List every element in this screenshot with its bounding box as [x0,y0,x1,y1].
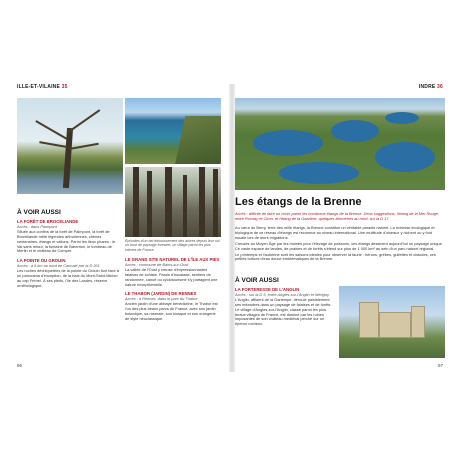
castle-photo [339,286,445,358]
section-title-right: À VOIR AUSSI [235,277,279,284]
forest-photo [125,167,221,237]
feature-title: Les étangs de la Brenne [235,196,362,208]
left-page [13,84,229,372]
coastline-photo [125,98,221,164]
photo-caption: Épisodes d'un bel éblouissement des arbres depuis leur sol un bout de paysage forestier, un village parmi les plus intimes de France. [125,239,220,252]
aside-column: LA FORTERESSE DE L'ANGLIN Accès : sur la D 5, entre Angles-sur-l'Anglin et Mérigny L'Anglin, affluent de la Gartempe, déroule paisiblement ses méandres dans un paysage de falaises et de forêts. Le village d'Angles-sur-l'Anglin, classé parmi les plus beaux villages de France, est dominé par les ruines imposantes de son château médiéval perché sur un éperon rocheux. [235,287,332,327]
text-column-1: LA FORÊT DE BROCÉLIANDE Accès : dans Paimpont Située aux confins de la forêt de Paimpont, la forêt de Brocéliande mêle légendes arthuriennes, chênes centenaires, étangs et vallons. Parmi les lieux phares : le Val sans retour, la fontaine de Barenton, le tombeau de Merlin et le château de Comper. LA POINTE DU GROUIN Accès : à 5 km au nord de Cancale par la D 201 Les roches déchiquetées de la pointe du Grouin font face à un panorama d'exception, de la baie du Mont-Saint-Michel au cap Fréhel. À ses pieds, l'île des Landes, réserve ornithologique. [17,219,119,288]
flooded-tree-photo [17,98,123,194]
right-page [235,84,445,372]
brenne-lakes-aerial-photo [235,98,445,190]
page-number-left: 96 [17,363,23,368]
book-spread [13,84,445,372]
section-title-left: À VOIR AUSSI [17,209,61,216]
text-column-2: LE GRAND SITE NATUREL DE L'ÎLE AUX PIES Accès : commune de Bains-sur-Oust La vallée de l'Oust y creuse d'impressionnantes falaises de schiste. Parois d'escalade, sentiers de randonnée, canoë ou cyclotourisme s'y partagent une nature exceptionnelle. LE THABOR (JARDIN) DE RENNES Accès : à Rennes, dans le parc du Thabor Ancien jardin d'une abbaye bénédictine, le Thabor est l'un des plus beaux parcs de France, avec son jardin botanique, sa roseraie, son kiosque et son orangerie de style néoclassique. [125,257,220,321]
page-number-right: 97 [437,363,443,368]
running-head-left: ILLE-ET-VILAINE 35 [17,84,68,90]
feature-access: Accès : difficile de faire un choix parmi les nombreux étangs de la Brenne. Deux suggestions, l'étang de la Mer Rouge, entre Rosnay et Ciron, et l'étang de la Gabrière, quelques kilomètres au nord, sur la D 17. [235,211,440,221]
feature-body: Au cœur du Berry, terre des mille étangs, la Brenne constitue un véritable paradis naturel. La richesse écologique et biologique de ce réseau d'étangs est reconnue au niveau international. Une multitude d'oiseaux y nichent ou y font escale lors de leurs migrations. Creusés au Moyen Âge par les moines pour l'élevage de poissons, ces étangs dessinent aujourd'hui un paysage unique. Ce vaste espace de landes, de prairies et de forêts s'étend sur plus de 1 000 km² au sein d'un parc naturel régional. Le printemps et l'automne sont les saisons idéales pour observer la faune : hérons, grèbes, guifettes et cistudes, ces petites tortues d'eau douce emblématiques de la Brenne. [235,225,443,262]
running-head-right: INDRE 36 [418,84,443,90]
